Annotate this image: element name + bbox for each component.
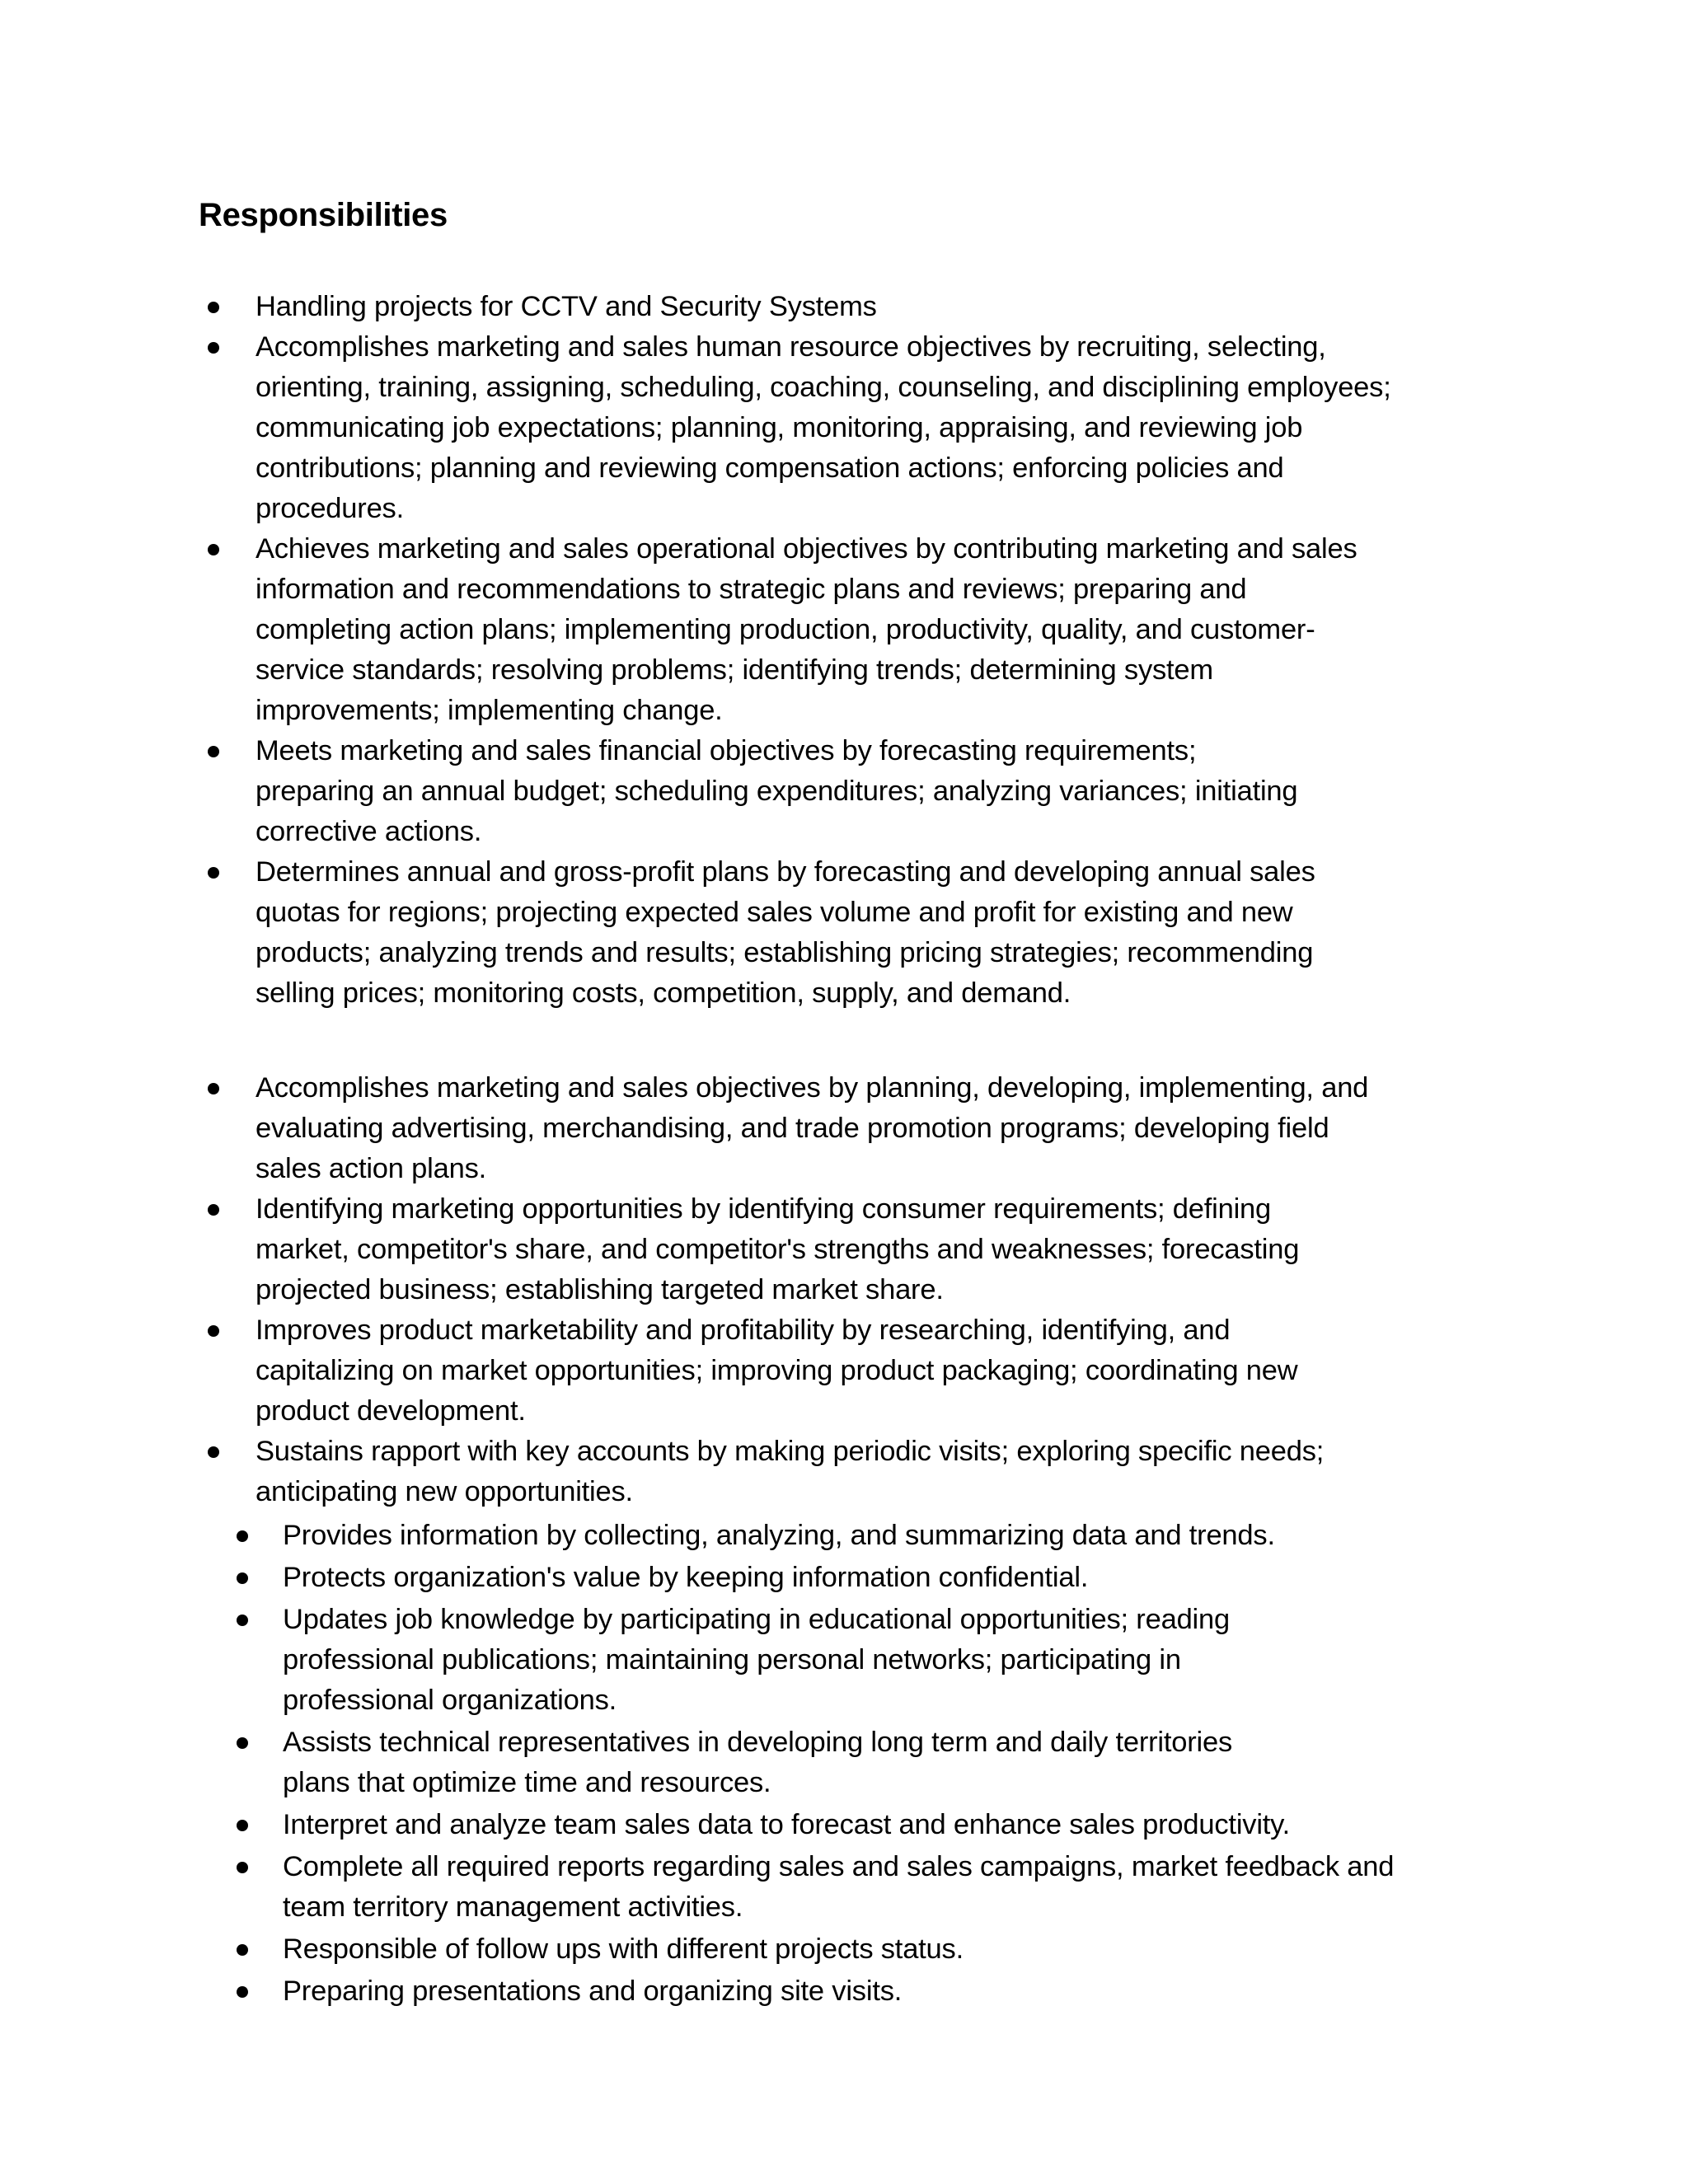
bullet-text-line: projected business; establishing targeted market share. [256,1274,944,1305]
responsibilities-list-3 [283,1514,1519,2012]
bullet-text-line: Accomplishes marketing and sales human resource objectives by recruiting, selecting, [256,331,1326,363]
bullet-text-line: contributions; planning and reviewing compensation actions; enforcing policies and [256,452,1284,484]
bullet-item [256,731,1508,852]
bullet-icon [208,1083,219,1094]
bullet-item [283,1558,1519,1598]
bullet-text-line: communicating job expectations; planning, monitoring, appraising, and reviewing job [256,412,1303,443]
bullet-item [283,1516,1519,1556]
bullet-text-line: orienting, training, assigning, scheduling, coaching, counseling, and disciplining employees; [256,372,1391,403]
bullet-text-line: Assists technical representatives in developing long term and daily territories [283,1727,1233,1758]
bullet-text-line: Meets marketing and sales financial objectives by forecasting requirements; [256,735,1197,766]
bullet-text-line: team territory management activities. [283,1891,743,1923]
bullet-icon [237,1820,248,1831]
bullet-text-line: quotas for regions; projecting expected sales volume and profit for existing and new [256,897,1293,928]
bullet-text-line: preparing an annual budget; scheduling expenditures; analyzing variances; initiating [256,776,1298,807]
bullet-text-line: Accomplishes marketing and sales objectives by planning, developing, implementing, and [256,1072,1369,1104]
bullet-text-line: Handling projects for CCTV and Security Systems [256,291,877,322]
bullet-icon [237,1530,248,1542]
bullet-item [256,1432,1508,1512]
bullet-item [256,852,1508,1014]
bullet-text-line: Complete all required reports regarding sales and sales campaigns, market feedback and [283,1851,1395,1882]
bullet-text-line: Responsible of follow ups with different projects status. [283,1933,964,1965]
bullet-icon [208,1204,219,1216]
bullet-text-line: procedures. [256,493,404,524]
bullet-icon [208,544,219,555]
bullet-item [256,1068,1508,1189]
responsibilities-list-1 [256,287,1508,1014]
bullet-text-line: Updates job knowledge by participating in educational opportunities; reading [283,1604,1230,1635]
bullet-icon [208,867,219,879]
bullet-text-line: professional publications; maintaining personal networks; participating in [283,1644,1181,1675]
bullet-icon [237,1986,248,1998]
bullet-icon [208,746,219,757]
bullet-text-line: Provides information by collecting, analyzing, and summarizing data and trends. [283,1520,1275,1551]
bullet-item [256,529,1508,731]
bullet-text-line: Sustains rapport with key accounts by making periodic visits; exploring specific needs; [256,1436,1325,1467]
bullet-icon [208,1325,219,1337]
bullet-text-line: Determines annual and gross-profit plans by forecasting and developing annual sales [256,856,1315,888]
bullet-text-line: completing action plans; implementing production, productivity, quality, and customer- [256,614,1315,645]
bullet-text-line: product development. [256,1395,526,1427]
bullet-text-line: anticipating new opportunities. [256,1476,633,1507]
bullet-icon [208,342,219,354]
bullet-item [283,1971,1519,2012]
bullet-text-line: plans that optimize time and resources. [283,1767,771,1798]
bullet-text-line: sales action plans. [256,1153,487,1184]
bullet-text-line: Protects organization's value by keeping information confidential. [283,1562,1089,1593]
bullet-text-line: evaluating advertising, merchandising, and trade promotion programs; developing field [256,1113,1329,1144]
bullet-text-line: professional organizations. [283,1685,617,1716]
bullet-text-line: service standards; resolving problems; identifying trends; determining system [256,654,1213,686]
bullet-text-line: market, competitor's share, and competitor's strengths and weaknesses; forecasting [256,1234,1300,1265]
bullet-item [256,1310,1508,1432]
bullet-icon [237,1615,248,1626]
bullet-text-line: capitalizing on market opportunities; improving product packaging; coordinating new [256,1355,1298,1386]
bullet-text-line: improvements; implementing change. [256,695,723,726]
bullet-text-line: Identifying marketing opportunities by identifying consumer requirements; defining [256,1193,1272,1225]
bullet-text-line: information and recommendations to strategic plans and reviews; preparing and [256,574,1247,605]
bullet-icon [208,302,219,313]
bullet-text-line: selling prices; monitoring costs, competition, supply, and demand. [256,977,1071,1009]
bullet-item [256,287,1508,327]
bullet-text-line: Preparing presentations and organizing site visits. [283,1975,903,2007]
bullet-icon [237,1572,248,1584]
bullet-icon [237,1737,248,1749]
bullet-text-line: Achieves marketing and sales operational objectives by contributing marketing and sales [256,533,1357,565]
bullet-item [283,1805,1519,1845]
bullet-icon [237,1944,248,1956]
bullet-text-line: corrective actions. [256,816,482,847]
bullet-item [283,1847,1519,1928]
bullet-text-line: products; analyzing trends and results; establishing pricing strategies; recommending [256,937,1314,968]
bullet-item [283,1929,1519,1970]
responsibilities-list-2 [256,1068,1508,1512]
bullet-icon [237,1862,248,1873]
bullet-item [283,1722,1519,1803]
bullet-text-line: Improves product marketability and profitability by researching, identifying, and [256,1315,1231,1346]
bullet-item [283,1600,1519,1721]
bullet-item [256,327,1508,529]
section-heading: Responsibilities [199,197,448,233]
bullet-icon [208,1446,219,1458]
bullet-item [256,1189,1508,1310]
bullet-text-line: Interpret and analyze team sales data to forecast and enhance sales productivity. [283,1809,1291,1840]
